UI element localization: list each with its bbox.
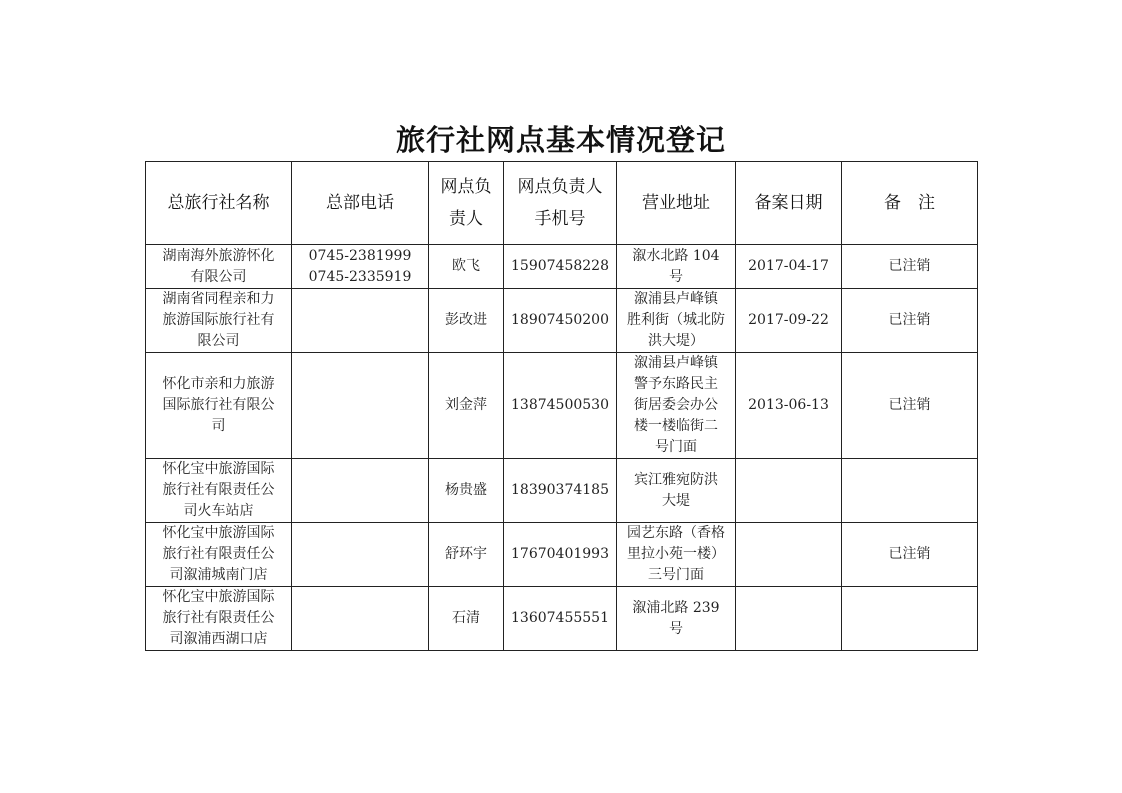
cell-date: 2013-06-13: [736, 353, 842, 459]
cell-note: 已注销: [842, 523, 978, 587]
header-business-address: 营业地址: [617, 162, 736, 245]
cell-address: 溆浦北路 239 号: [617, 587, 736, 651]
cell-hq-phone: [292, 459, 429, 523]
cell-note: 已注销: [842, 289, 978, 353]
cell-date: [736, 587, 842, 651]
table-row: [146, 523, 978, 587]
document-title: 旅行社网点基本情况登记: [395, 123, 726, 157]
cell-manager: 欧飞: [429, 245, 504, 289]
cell-hq-phone: [292, 289, 429, 353]
cell-mobile: 13874500530: [504, 353, 617, 459]
cell-mobile: 18907450200: [504, 289, 617, 353]
cell-hq-phone: [292, 587, 429, 651]
table-row: [146, 587, 978, 651]
header-company-name: 总旅行社名称: [146, 162, 292, 245]
header-filing-date: 备案日期: [736, 162, 842, 245]
cell-hq-phone: 0745-2381999 0745-2335919: [292, 245, 429, 289]
cell-company-name: 怀化宝中旅游国际 旅行社有限责任公 司火车站店: [146, 459, 292, 523]
registration-table: [145, 161, 978, 651]
cell-manager: 舒环宇: [429, 523, 504, 587]
cell-manager: 石清: [429, 587, 504, 651]
cell-company-name: 湖南海外旅游怀化 有限公司: [146, 245, 292, 289]
cell-note: [842, 587, 978, 651]
cell-mobile: 15907458228: [504, 245, 617, 289]
table-row: [146, 459, 978, 523]
cell-company-name: 怀化市亲和力旅游 国际旅行社有限公 司: [146, 353, 292, 459]
cell-note: 已注销: [842, 245, 978, 289]
cell-hq-phone: [292, 353, 429, 459]
cell-address: 园艺东路（香格 里拉小苑一楼） 三号门面: [617, 523, 736, 587]
cell-mobile: 17670401993: [504, 523, 617, 587]
cell-address: 宾江雅宛防洪 大堤: [617, 459, 736, 523]
header-manager: 网点负 责人: [429, 162, 504, 245]
cell-note: [842, 459, 978, 523]
cell-manager: 刘金萍: [429, 353, 504, 459]
table-row: [146, 353, 978, 459]
cell-company-name: 怀化宝中旅游国际 旅行社有限责任公 司溆浦西湖口店: [146, 587, 292, 651]
cell-hq-phone: [292, 523, 429, 587]
table-row: [146, 245, 978, 289]
cell-date: 2017-09-22: [736, 289, 842, 353]
cell-manager: 杨贵盛: [429, 459, 504, 523]
header-manager-mobile: 网点负责人 手机号: [504, 162, 617, 245]
cell-address: 溆水北路 104 号: [617, 245, 736, 289]
cell-company-name: 怀化宝中旅游国际 旅行社有限责任公 司溆浦城南门店: [146, 523, 292, 587]
cell-address: 溆浦县卢峰镇 胜利街（城北防 洪大堤）: [617, 289, 736, 353]
cell-date: 2017-04-17: [736, 245, 842, 289]
header-hq-phone: 总部电话: [292, 162, 429, 245]
cell-date: [736, 523, 842, 587]
cell-mobile: 18390374185: [504, 459, 617, 523]
cell-company-name: 湖南省同程亲和力 旅游国际旅行社有 限公司: [146, 289, 292, 353]
cell-mobile: 13607455551: [504, 587, 617, 651]
cell-date: [736, 459, 842, 523]
cell-note: 已注销: [842, 353, 978, 459]
header-row: [146, 162, 978, 245]
header-remarks: 备 注: [842, 162, 978, 245]
cell-manager: 彭改进: [429, 289, 504, 353]
table-row: [146, 289, 978, 353]
cell-address: 溆浦县卢峰镇 警予东路民主 街居委会办公 楼一楼临街二 号门面: [617, 353, 736, 459]
